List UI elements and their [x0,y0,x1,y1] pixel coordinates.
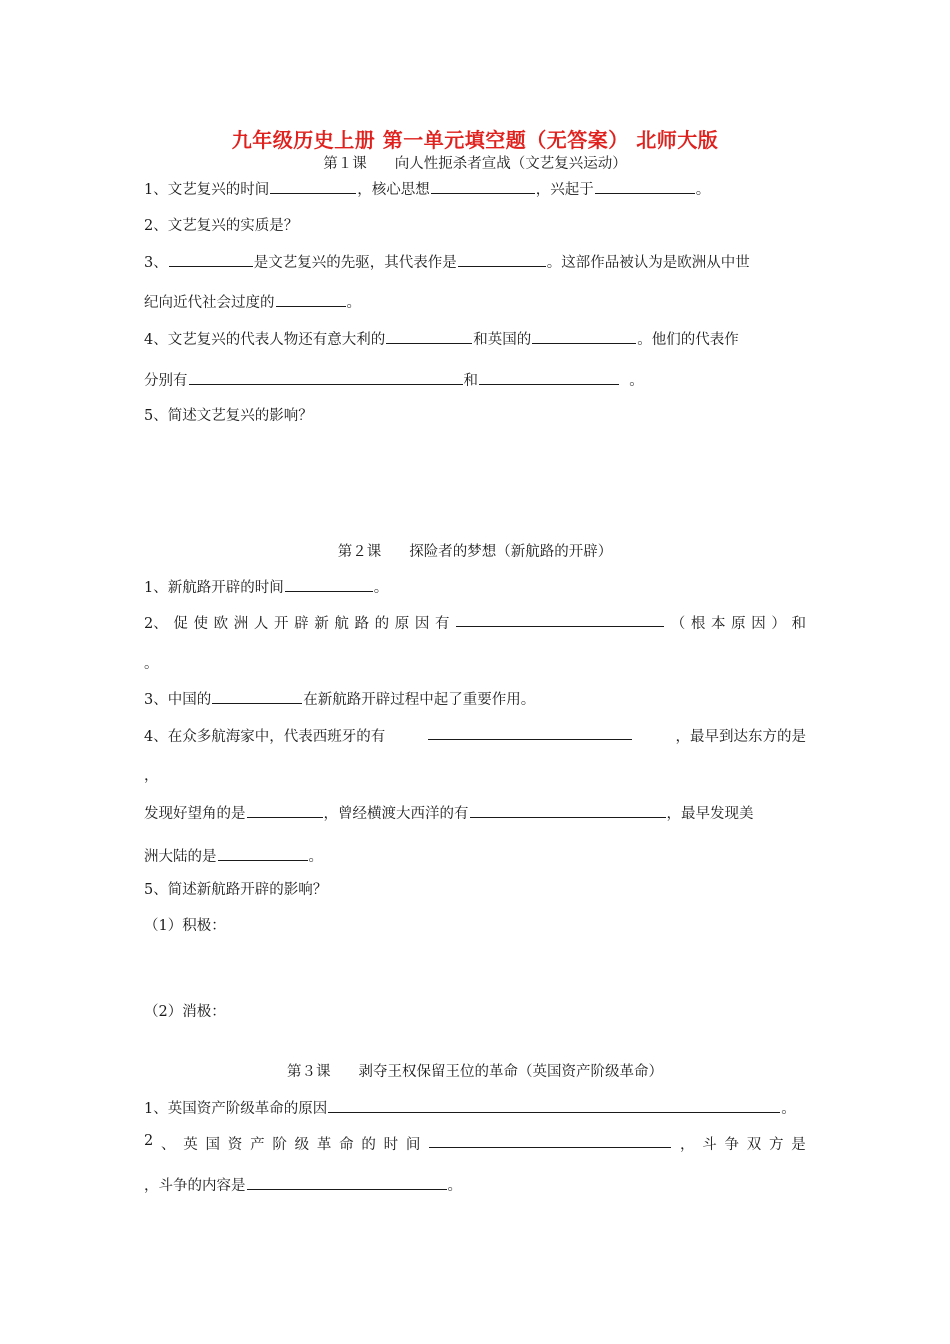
question-text: 。 [308,849,323,865]
char: 、 [161,1137,176,1153]
l2-question-4-end [144,845,323,866]
l2-question-2-cont: 。 [144,656,159,672]
l3-question-2 [144,1133,806,1154]
answer-blank[interactable] [429,1133,671,1148]
question-text: 。 [447,1178,462,1194]
answer-blank[interactable] [270,179,356,194]
answer-blank[interactable] [532,329,636,344]
answer-blank[interactable] [328,1098,780,1113]
document-title: 九年级历史上册 第一单元填空题（无答案） 北师大版 [231,128,719,152]
lesson-name: 探险者的梦想（新航路的开辟） [409,544,613,560]
question-text: 1、新航路开辟的时间 [144,580,284,596]
char: 争 [724,1137,739,1153]
char: 斗 [702,1137,717,1153]
char: 原 [731,616,746,632]
question-text: 发现好望角的是 [144,806,246,822]
question-text: 1、英国资产阶级革命的原因 [144,1101,328,1117]
l1-question-3 [144,251,750,272]
question-text: 1、文艺复兴的时间 [144,182,270,198]
char: 方 [769,1137,784,1153]
char: 根 [690,616,706,632]
answer-blank[interactable] [212,689,302,704]
char: 革 [316,1137,332,1153]
lesson-3-heading [0,1060,950,1081]
question-text: 4、在众多航海家中，代表西班牙的有 [144,729,386,745]
char: ， [679,1137,695,1153]
char: 时 [383,1137,399,1153]
answer-blank[interactable] [285,577,373,592]
l2-question-4-comma: ， [144,768,159,784]
lesson-name: 剥夺王权保留王位的革命（英国资产阶级革命） [358,1064,663,1080]
question-text: 3、中国的 [144,692,212,708]
lesson-2-heading [0,540,950,561]
lesson-number: 第１课 [323,156,367,172]
l2-question-1 [144,576,388,597]
question-text: ，核心思想 [357,182,430,198]
char: 阶 [272,1137,287,1153]
lesson-number: 第３课 [287,1064,331,1080]
question-text: ，最早到达东方的是 [675,729,806,745]
char: 2、 [144,616,168,632]
question-text: 3、 [144,255,168,271]
char: 产 [250,1137,265,1153]
question-text: 。 [373,580,389,596]
l2-question-5-positive: （1）积极： [144,918,226,934]
question-text: ，斗争的内容是 [144,1178,246,1194]
answer-blank[interactable] [431,179,535,194]
char: 辟 [294,616,309,632]
char: 2 [144,1133,154,1149]
answer-blank[interactable] [247,1175,447,1190]
char: ） [771,616,786,632]
answer-blank[interactable] [386,329,472,344]
question-text: 。他们的代表作 [637,332,739,348]
char: 有 [434,616,450,632]
l1-question-2: 2、文艺复兴的实质是？ [144,218,299,234]
char: 命 [339,1137,354,1153]
question-text: 和 [463,373,478,389]
answer-blank[interactable] [595,179,695,194]
question-text: 和英国的 [473,332,532,348]
question-text: ，曾经横渡大西洋的有 [323,806,469,822]
l2-question-4-cont [144,802,754,823]
char: 新 [314,616,329,632]
l2-question-4 [144,725,806,746]
lesson-1-heading [0,152,950,173]
char: 人 [253,616,269,632]
answer-blank[interactable] [189,370,463,385]
answer-blank[interactable] [276,292,346,307]
char: 国 [205,1137,221,1153]
answer-blank[interactable] [470,803,666,818]
question-text: 。 [781,1101,796,1117]
answer-blank[interactable] [428,725,632,740]
char: 的 [374,616,390,632]
answer-blank[interactable] [458,252,546,267]
l1-question-4-cont [144,369,644,390]
char: 是 [791,1137,806,1153]
char: （ [670,616,686,632]
l3-question-2-cont [144,1174,462,1195]
l3-question-1 [144,1097,796,1118]
question-text: 在新航路开辟过程中起了重要作用。 [303,692,536,708]
char: 本 [710,616,726,632]
char: 资 [227,1137,243,1153]
char: 使 [193,616,208,632]
char: 间 [405,1137,421,1153]
char: 路 [354,616,369,632]
answer-blank[interactable] [169,252,253,267]
char: 级 [294,1137,310,1153]
question-text: 分别有 [144,373,188,389]
char: 的 [361,1137,376,1153]
l2-question-5: 5、简述新航路开辟的影响？ [144,882,328,898]
l2-question-3 [144,688,535,709]
answer-blank[interactable] [218,846,308,861]
question-text: ，兴起于 [535,182,594,198]
char: 航 [334,616,349,632]
char: 原 [394,616,410,632]
l1-question-4 [144,328,739,349]
l1-question-5: 5、简述文艺复兴的影响？ [144,408,313,424]
question-text: 。 [695,182,711,198]
answer-blank[interactable] [479,370,619,385]
char: 促 [173,616,188,632]
l2-question-5-negative: （2）消极： [144,1004,226,1020]
l2-question-2 [144,612,806,633]
question-text: 洲大陆的是 [144,849,217,865]
l1-question-1 [144,178,710,199]
l1-question-3-cont [144,291,361,312]
char: 因 [414,616,430,632]
question-text: ，最早发现美 [666,806,754,822]
char: 双 [746,1137,762,1153]
question-text: 。 [346,295,361,311]
char: 因 [751,616,766,632]
char: 英 [183,1137,198,1153]
question-text: 。这部作品被认为是欧洲从中世 [546,255,750,271]
question-text: 纪向近代社会过度的 [144,295,275,311]
question-text: 4、文艺复兴的代表人物还有意大利的 [144,332,386,348]
question-text: 。 [629,373,644,389]
question-text: 是文艺复兴的先驱，其代表作是 [253,255,457,271]
lesson-name: 向人性扼杀者宣战（文艺复兴运动） [394,156,627,172]
char: 欧 [213,616,229,632]
lesson-number: 第２课 [337,544,382,560]
char: 洲 [233,616,249,632]
answer-blank[interactable] [456,612,664,627]
answer-blank[interactable] [247,803,323,818]
char: 和 [791,616,806,632]
char: 开 [273,616,289,632]
